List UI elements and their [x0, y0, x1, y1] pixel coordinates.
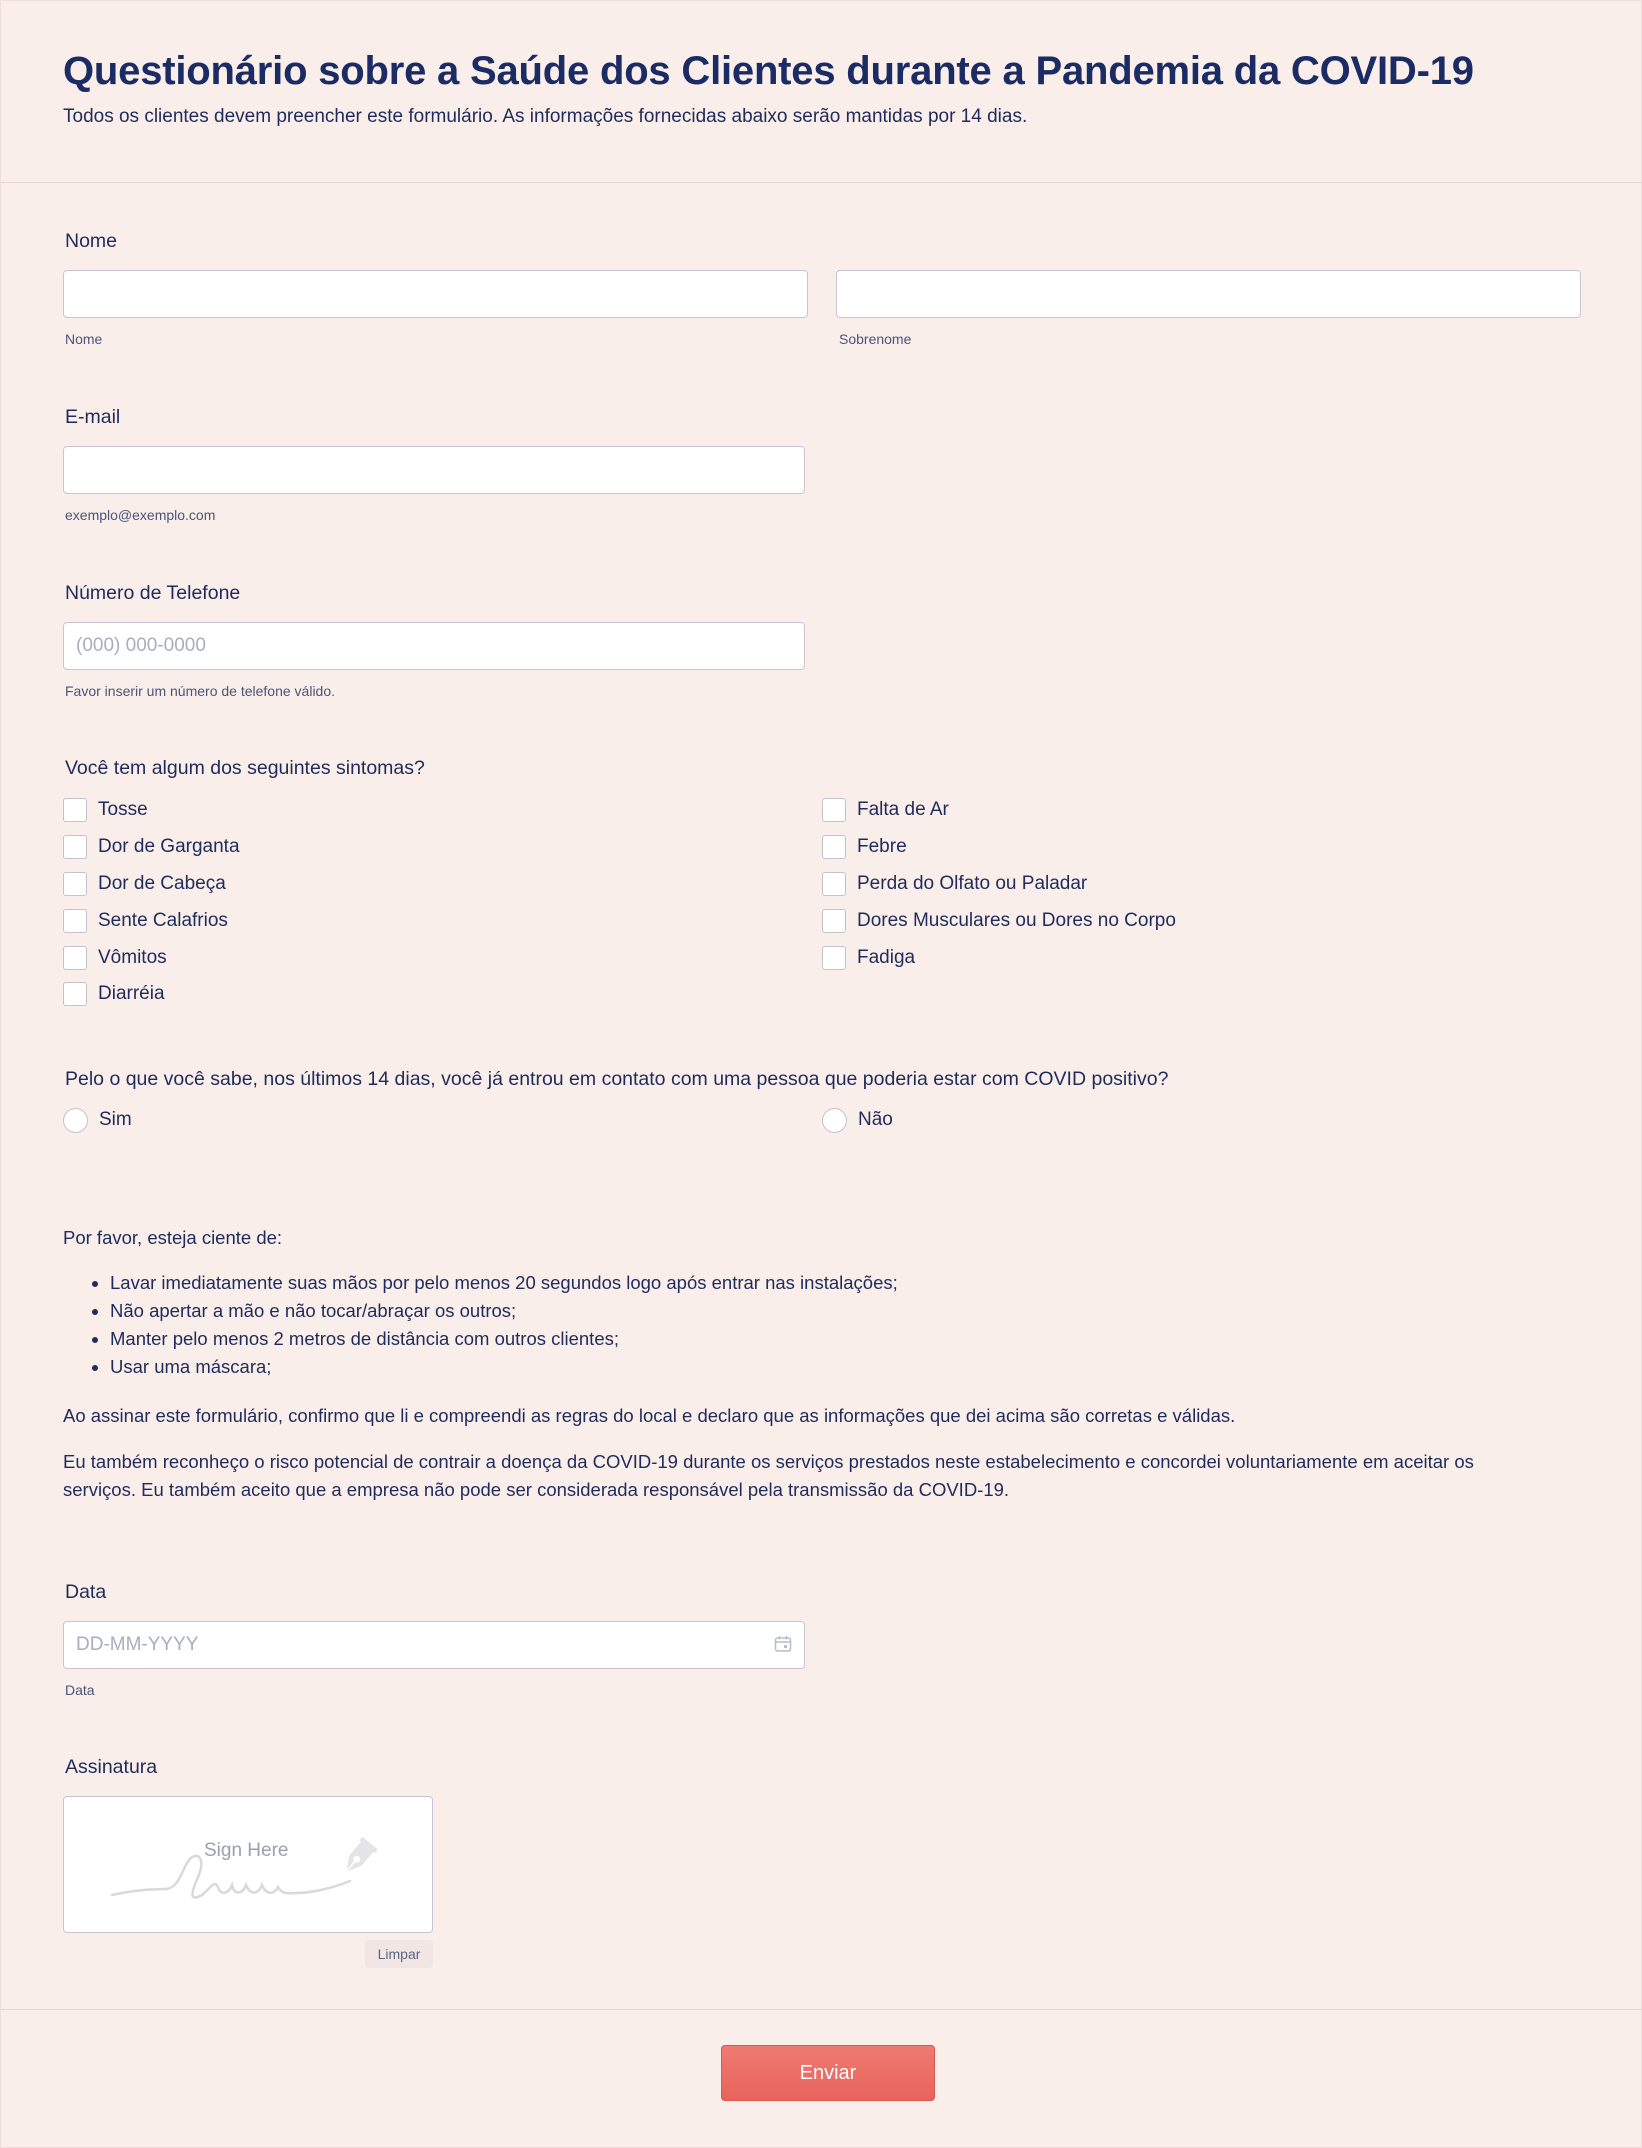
signature-hint: Sign Here	[204, 1840, 289, 1861]
last-name-input[interactable]	[836, 270, 1581, 318]
clear-signature-button[interactable]: Limpar	[365, 1940, 433, 1968]
signature-pad[interactable]	[63, 1796, 433, 1933]
page-title: Questionário sobre a Saúde dos Clientes durante a Pandemia da COVID-19	[63, 49, 1474, 93]
notice-list	[110, 1269, 898, 1381]
list-item: • Lavar imediatamente suas mãos por pelo menos 20 segundos logo após entrar nas instalações;	[110, 1269, 898, 1297]
notice-paragraph-2-line-1: Eu também reconheço o risco potencial de contrair a doença da COVID-19 durante os serviços prestados neste estabelecimento e concordei voluntariamente em aceitar os	[63, 1451, 1474, 1472]
checkbox[interactable]	[63, 909, 87, 933]
option-label: Diarréia	[98, 983, 165, 1004]
symptom-option[interactable]	[63, 909, 228, 933]
symptom-option[interactable]	[63, 835, 240, 859]
checkbox[interactable]	[63, 946, 87, 970]
checkbox[interactable]	[63, 982, 87, 1006]
option-label: Fadiga	[857, 947, 916, 968]
symptom-option[interactable]	[822, 872, 1087, 896]
option-label: Febre	[857, 836, 907, 857]
date-label: Data	[65, 1581, 107, 1603]
checkbox[interactable]	[822, 909, 846, 933]
option-label: Falta de Ar	[857, 799, 949, 820]
checkbox[interactable]	[822, 872, 846, 896]
option-label: Vômitos	[98, 947, 167, 968]
radio-option-no[interactable]	[822, 1108, 893, 1132]
list-item: • Manter pelo menos 2 metros de distância com outros clientes;	[110, 1325, 898, 1353]
symptom-option[interactable]	[822, 909, 1176, 933]
symptom-option[interactable]	[822, 946, 915, 970]
symptom-option[interactable]	[822, 798, 949, 822]
last-name-sublabel: Sobrenome	[839, 331, 912, 347]
checkbox[interactable]	[822, 835, 846, 859]
symptom-option[interactable]	[63, 946, 167, 970]
notice-intro: Por favor, esteja ciente de:	[63, 1227, 283, 1248]
date-field	[63, 1621, 805, 1669]
radio-option-yes[interactable]	[63, 1108, 132, 1132]
signature-label: Assinatura	[65, 1756, 158, 1778]
checkbox[interactable]	[63, 835, 87, 859]
option-label: Dores Musculares ou Dores no Corpo	[857, 910, 1176, 931]
option-label: Perda do Olfato ou Paladar	[857, 873, 1088, 894]
option-label: Tosse	[98, 799, 148, 820]
symptom-option[interactable]	[63, 982, 165, 1006]
name-label: Nome	[65, 230, 118, 252]
option-label: Sim	[99, 1109, 132, 1130]
option-label: Dor de Cabeça	[98, 873, 226, 894]
notice-paragraph-1: Ao assinar este formulário, confirmo que li e compreendi as regras do local e declaro que as informações que dei acima são corretas e válidas.	[63, 1405, 1236, 1426]
contact-question: Pelo o que você sabe, nos últimos 14 dias, você já entrou em contato com uma pessoa que poderia estar com COVID positivo?	[65, 1068, 1169, 1090]
option-label: Não	[858, 1109, 893, 1130]
email-label: E-mail	[65, 406, 121, 428]
date-sublabel: Data	[65, 1682, 95, 1698]
checkbox[interactable]	[822, 798, 846, 822]
symptom-option[interactable]	[822, 835, 907, 859]
option-label: Dor de Garganta	[98, 836, 240, 857]
checkbox[interactable]	[63, 798, 87, 822]
form-header	[1, 1, 1642, 183]
pen-nib-icon	[332, 1837, 380, 1883]
option-label: Sente Calafrios	[98, 910, 228, 931]
first-name-sublabel: Nome	[65, 331, 103, 347]
checkbox[interactable]	[822, 946, 846, 970]
calendar-icon[interactable]	[773, 1634, 793, 1654]
date-input[interactable]	[63, 1621, 805, 1669]
radio-button[interactable]	[822, 1108, 847, 1133]
list-item: • Usar uma máscara;	[110, 1353, 898, 1381]
first-name-input[interactable]	[63, 270, 808, 318]
notice-paragraph-2-line-2: serviços. Eu também aceito que a empresa não pode ser considerada responsável pela transmissão da COVID-19.	[63, 1479, 1010, 1500]
checkbox[interactable]	[63, 872, 87, 896]
list-item: • Não apertar a mão e não tocar/abraçar os outros;	[110, 1297, 898, 1325]
radio-button[interactable]	[63, 1108, 88, 1133]
phone-sublabel: Favor inserir um número de telefone válido.	[65, 683, 336, 699]
page-subtitle: Todos os clientes devem preencher este formulário. As informações fornecidas abaixo serão mantidas por 14 dias.	[63, 106, 1028, 127]
submit-button[interactable]: Enviar	[721, 2045, 935, 2101]
phone-input[interactable]	[63, 622, 805, 670]
phone-label: Número de Telefone	[65, 582, 241, 604]
symptom-option[interactable]	[63, 872, 226, 896]
email-sublabel: exemplo@exemplo.com	[65, 507, 216, 523]
symptoms-question: Você tem algum dos seguintes sintomas?	[65, 757, 425, 779]
symptom-option[interactable]	[63, 798, 148, 822]
email-input[interactable]	[63, 446, 805, 494]
